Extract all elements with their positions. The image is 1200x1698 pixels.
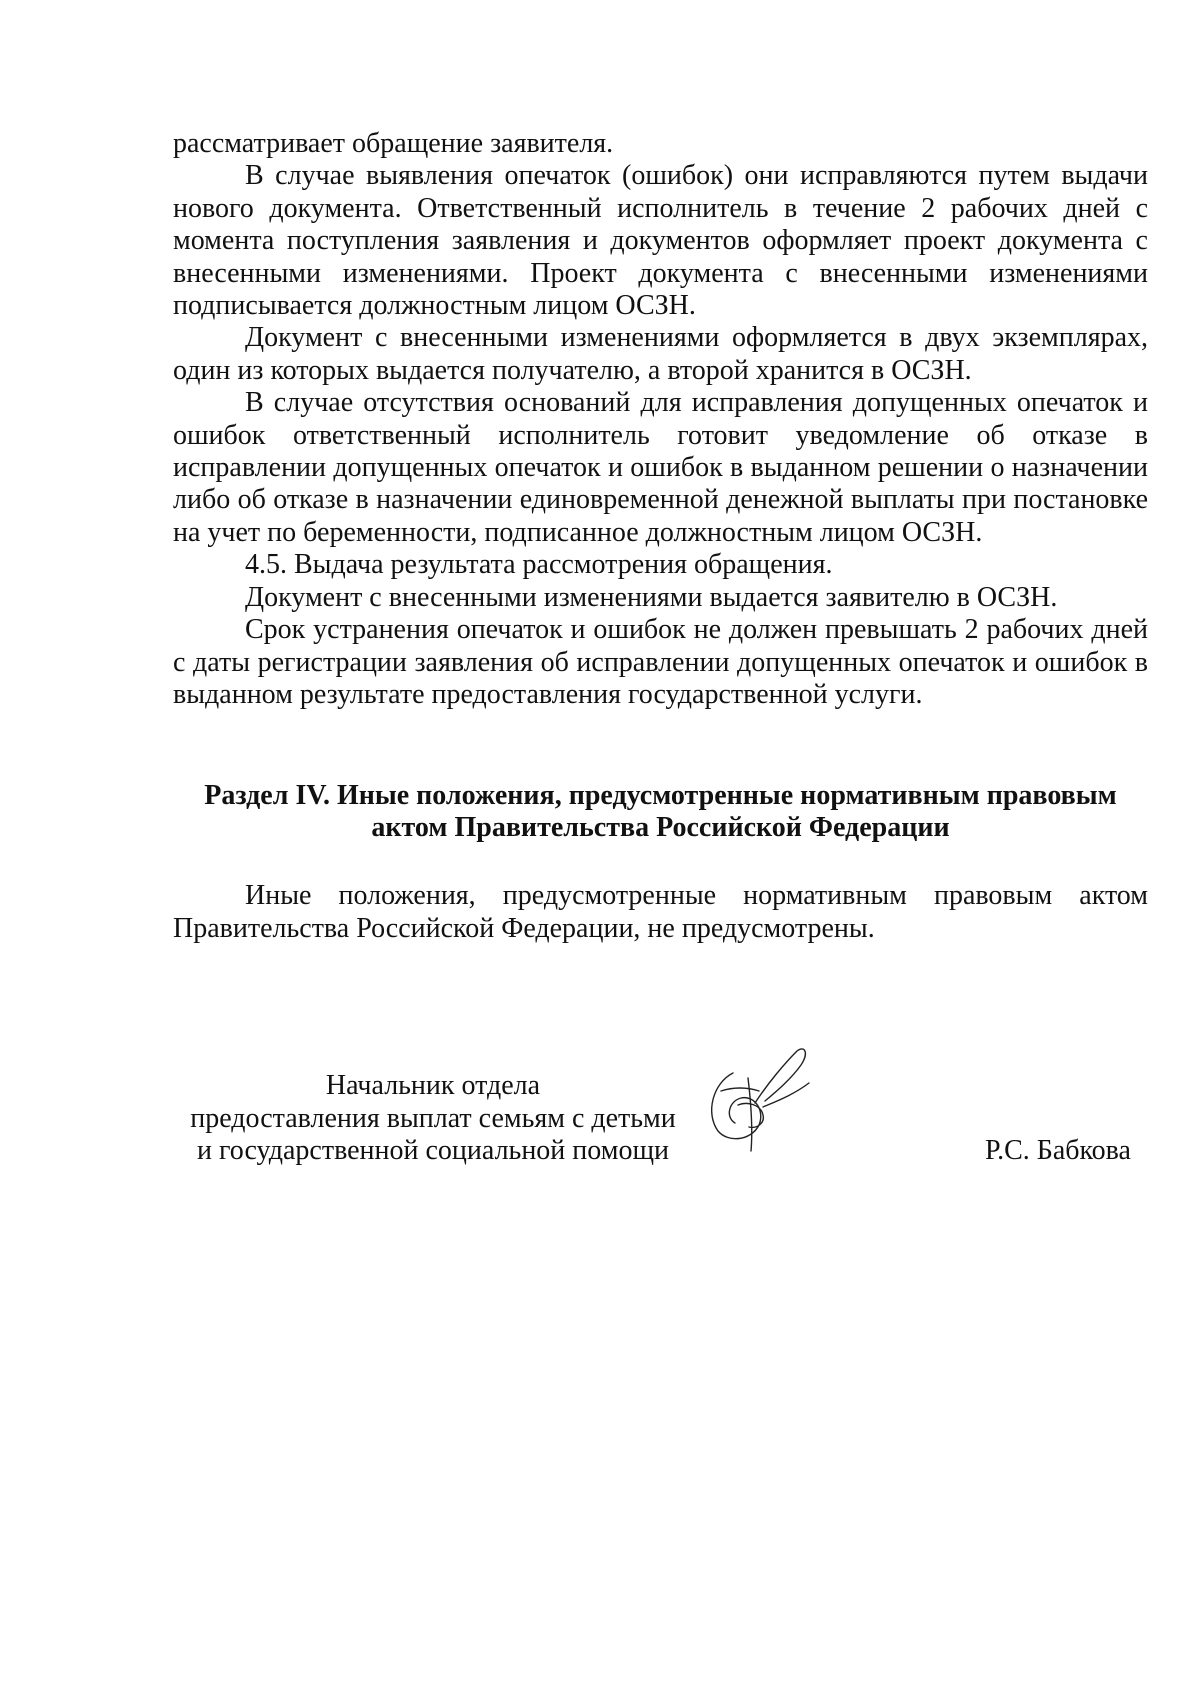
section-heading (173, 780, 1148, 844)
signatory-title (173, 1070, 693, 1168)
main-text (173, 128, 1148, 711)
signer-name: Р.С. Бабкова (985, 1135, 1131, 1166)
signatory-title-line-2: предоставления выплат семьям с детьми (190, 1102, 676, 1134)
section-body: Иные положения, предусмотренные нормативным правовым актом Правительства Российской Федерации, не предусмотрены. (173, 880, 1148, 944)
paragraph-item-4-5: 4.5. Выдача результата рассмотрения обращения. (245, 549, 833, 581)
paragraph-deadline: Срок устранения опечаток и ошибок не должен превышать 2 рабочих дней с даты регистрации заявления об исправлении допущенных опечаток и ошибок в выданном результате предоставления государственной услуги. (173, 614, 1148, 710)
paragraph-issuance: Документ с внесенными изменениями выдается заявителю в ОСЗН. (245, 581, 1058, 613)
signatory-title-line-1: Начальник отдела (325, 1070, 541, 1101)
paragraph-continuation: рассматривает обращение заявителя. (173, 128, 614, 159)
paragraph-refusal-notice: В случае отсутствия оснований для исправления допущенных опечаток и ошибок ответственный исполнитель готовит уведомление об отказе в исправлении допущенных опечаток и ошибок в выданном решении о назначении либо об отказе в назначении единовременной денежной выплаты при постановке на учет по беременности, подписанное должностным лицом ОСЗН. (173, 387, 1148, 548)
paragraph-two-copies: Документ с внесенными изменениями оформляется в двух экземплярах, один из которых выдается получателю, а второй хранится в ОСЗН. (173, 322, 1148, 386)
section-heading-line-2: актом Правительства Российской Федерации (371, 812, 950, 843)
handwritten-signature (693, 1043, 818, 1158)
paragraph-typo-correction: В случае выявления опечаток (ошибок) они исправляются путем выдачи нового документа. Ответственный исполнитель в течение 2 рабочих дней с момента поступления заявления и документов оформляет проект документа с внесенными изменениями. Проект документа с внесенными изменениями подписывается должностным лицом ОСЗН. (173, 160, 1148, 322)
signatory-title-line-3: и государственной социальной помощи (196, 1135, 670, 1166)
section-heading-line-1: Раздел IV. Иные положения, предусмотренные нормативным правовым (204, 780, 1117, 811)
